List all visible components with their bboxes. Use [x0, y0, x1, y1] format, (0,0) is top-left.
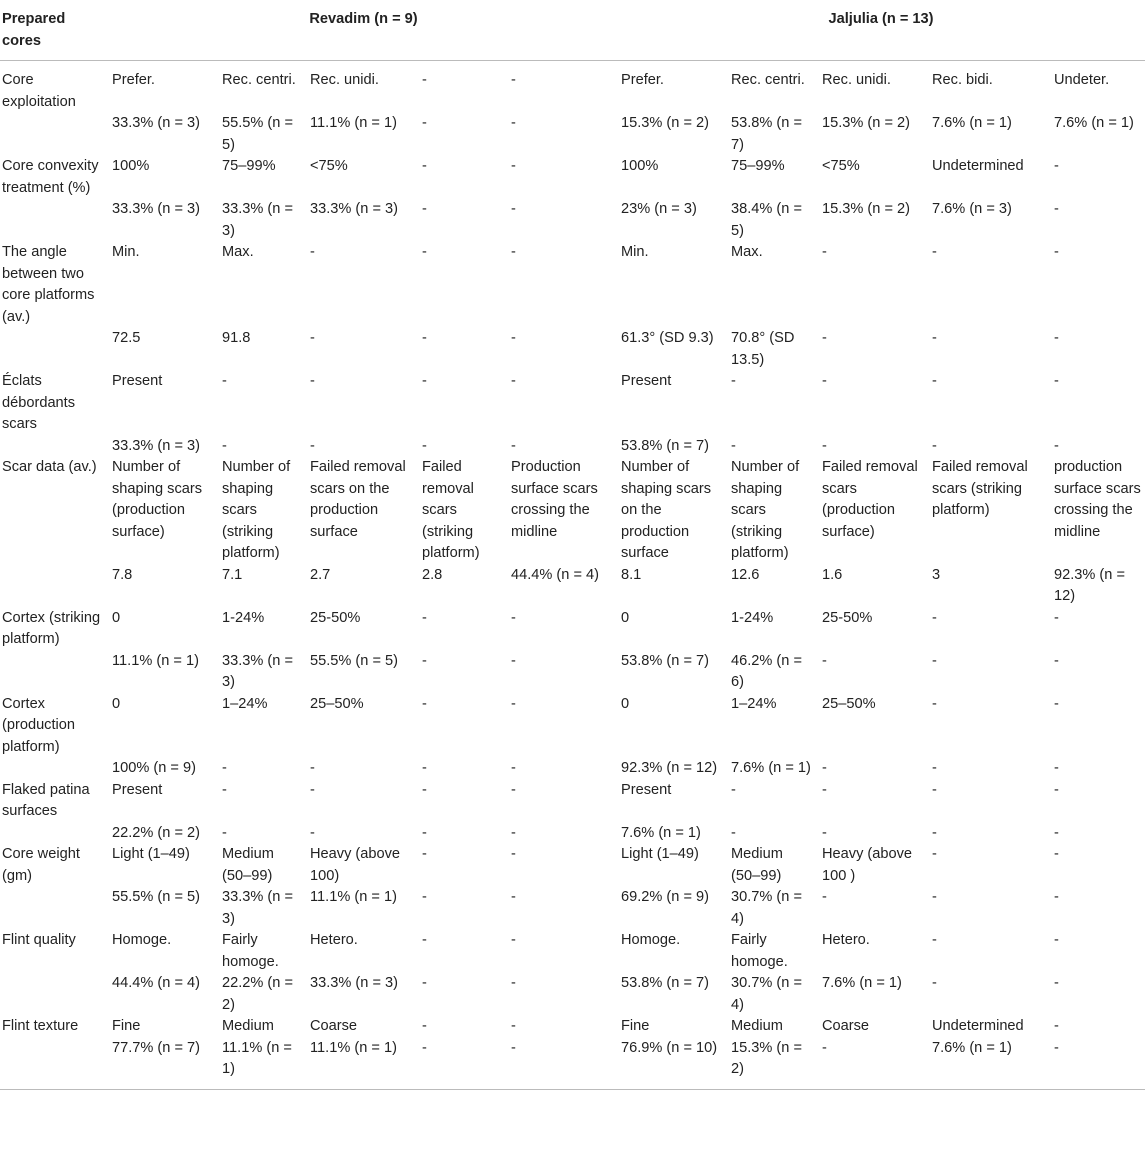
- table-cell: -: [932, 330, 937, 346]
- table-row: [0, 973, 1145, 1016]
- table-cell: 0: [621, 609, 630, 626]
- table-cell: 15.3% (n = 2): [621, 115, 710, 131]
- table-row: [0, 156, 1145, 199]
- table-cell: Number of shaping scars (striking platform): [731, 459, 800, 561]
- table-cell: -: [822, 1039, 827, 1056]
- table-cell: -: [822, 373, 827, 389]
- table-cell: Present: [112, 781, 163, 798]
- row-label: The angle between two core platforms (av.): [2, 244, 95, 325]
- table-cell: 8.1: [621, 566, 642, 583]
- table-cell: Medium: [731, 1018, 783, 1034]
- table-cell: 30.7% (n = 4): [731, 975, 802, 1013]
- header-jaljulia: [619, 0, 1145, 61]
- table-cell: 33.3% (n = 3): [310, 975, 399, 991]
- table-cell: -: [310, 373, 315, 389]
- table-cell: 76.9% (n = 10): [621, 1039, 718, 1056]
- row-label: Core weight (gm): [2, 846, 80, 884]
- table-cell: Coarse: [822, 1018, 870, 1034]
- table-cell: 1-24%: [731, 609, 774, 626]
- table-cell: Min.: [112, 244, 140, 260]
- table-cell: 7.6% (n = 1): [1054, 115, 1134, 131]
- table-row: [0, 371, 1145, 436]
- table-row: [0, 113, 1145, 156]
- table-cell: Present: [621, 373, 672, 389]
- table-cell: -: [222, 824, 227, 841]
- table-row: [0, 758, 1145, 780]
- table-cell: 53.8% (n = 7): [731, 115, 802, 153]
- table-cell: -: [310, 244, 315, 260]
- table-cell: Medium (50–99): [731, 846, 783, 884]
- table-cell: -: [422, 652, 427, 669]
- table-cell: 11.1% (n = 1): [310, 115, 397, 131]
- table-cell: 75–99%: [731, 158, 785, 174]
- table-cell: -: [1054, 932, 1059, 948]
- table-row: [0, 1038, 1145, 1090]
- table-cell: Max.: [731, 244, 763, 260]
- table-row: [0, 887, 1145, 930]
- table-cell: -: [932, 781, 937, 798]
- table-cell: Coarse: [310, 1018, 358, 1034]
- table-cell: Min.: [621, 244, 649, 260]
- table-cell: Heavy (above 100): [310, 846, 401, 884]
- table-cell: Light (1–49): [621, 846, 699, 862]
- table-cell: 15.3% (n = 2): [822, 201, 911, 217]
- table-cell: Production surface scars crossing the midline: [511, 459, 598, 540]
- table-cell: -: [1054, 824, 1059, 841]
- table-cell: 7.6% (n = 1): [731, 760, 811, 776]
- table-cell: 0: [621, 695, 630, 712]
- table-cell: Medium (50–99): [222, 846, 274, 884]
- table-cell: -: [222, 781, 227, 798]
- row-label: Cortex (production platform): [2, 695, 76, 755]
- row-label: Core convexity treatment (%): [2, 158, 99, 196]
- table-cell: -: [932, 609, 937, 626]
- table-cell: Rec. centri.: [731, 72, 805, 88]
- table-cell: -: [310, 760, 315, 776]
- table-cell: -: [511, 760, 516, 776]
- table-cell: 2.7: [310, 566, 331, 583]
- header-revadim-name: Revadim: [309, 11, 371, 27]
- table-cell: 22.2% (n = 2): [112, 824, 201, 841]
- table-cell: -: [932, 824, 937, 841]
- row-label: Éclats débordants scars: [2, 373, 76, 432]
- table-cell: 33.3% (n = 3): [222, 652, 293, 690]
- row-label: Flint quality: [2, 932, 76, 948]
- table-cell: -: [511, 1039, 516, 1056]
- table-cell: 7.6% (n = 1): [621, 824, 701, 841]
- table-cell: -: [731, 781, 736, 798]
- table-cell: -: [422, 244, 427, 260]
- table-cell: -: [511, 652, 516, 669]
- table-cell: 100%: [621, 158, 659, 174]
- table-cell: Present: [621, 781, 672, 798]
- table-cell: -: [1054, 760, 1059, 776]
- table-cell: Hetero.: [822, 932, 870, 948]
- row-label: [0, 113, 110, 156]
- table-row: [0, 780, 1145, 823]
- table-cell: -: [422, 115, 427, 131]
- table-cell: -: [310, 824, 315, 841]
- table-cell: Hetero.: [310, 932, 358, 948]
- table-cell: Failed removal scars (striking platform): [932, 459, 1028, 518]
- table-cell: -: [1054, 244, 1059, 260]
- table-cell: Failed removal scars (striking platform): [422, 459, 480, 561]
- table-cell: -: [822, 437, 827, 454]
- table-cell: -: [822, 244, 827, 260]
- table-row: [0, 608, 1145, 651]
- table-cell: 69.2% (n = 9): [621, 889, 710, 905]
- table-cell: 11.1% (n = 1): [310, 1039, 397, 1056]
- table-cell: -: [511, 72, 516, 88]
- table-body: [0, 61, 1145, 1090]
- table-cell: Heavy (above 100 ): [822, 846, 913, 884]
- table-cell: Homoge.: [112, 932, 172, 948]
- table-row: [0, 651, 1145, 694]
- row-label: [0, 973, 110, 1016]
- table-cell: -: [1054, 201, 1059, 217]
- table-cell: -: [511, 330, 516, 346]
- row-label: [0, 199, 110, 242]
- table-cell: -: [1054, 975, 1059, 991]
- table-cell: -: [511, 609, 516, 626]
- table-cell: -: [932, 760, 937, 776]
- table-row: [0, 565, 1145, 608]
- table-cell: -: [822, 824, 827, 841]
- table-cell: -: [422, 373, 427, 389]
- row-label: [0, 758, 110, 780]
- table-cell: -: [511, 201, 516, 217]
- table-cell: 7.6% (n = 3): [932, 201, 1012, 217]
- row-label: [0, 651, 110, 694]
- table-row: [0, 694, 1145, 759]
- table-cell: Prefer.: [112, 72, 155, 88]
- table-cell: 55.5% (n = 5): [112, 889, 201, 905]
- table-cell: -: [1054, 889, 1059, 905]
- table-cell: 53.8% (n = 7): [621, 437, 710, 454]
- table-cell: -: [310, 330, 315, 346]
- table-cell: -: [932, 975, 937, 991]
- table-cell: 92.3% (n = 12): [1054, 566, 1125, 604]
- table-cell: Fine: [112, 1018, 141, 1034]
- table-cell: 46.2% (n = 6): [731, 652, 802, 690]
- table-cell: -: [511, 373, 516, 389]
- table-cell: 53.8% (n = 7): [621, 652, 710, 669]
- table-cell: -: [422, 1018, 427, 1034]
- header-jaljulia-n: (n = 13): [882, 11, 934, 27]
- table-cell: -: [731, 437, 736, 454]
- row-label: [0, 565, 110, 608]
- table-cell: -: [222, 760, 227, 776]
- table-cell: -: [932, 244, 937, 260]
- table-cell: -: [422, 889, 427, 905]
- table-cell: 100%: [112, 158, 150, 174]
- table-cell: 33.3% (n = 3): [222, 201, 293, 239]
- table-cell: 3: [932, 566, 941, 583]
- table-cell: -: [932, 652, 937, 669]
- table-cell: 11.1% (n = 1): [222, 1039, 292, 1077]
- table-cell: -: [511, 846, 516, 862]
- table-row: [0, 242, 1145, 328]
- table-row: [0, 457, 1145, 565]
- table-cell: -: [822, 760, 827, 776]
- table-cell: 25–50%: [310, 695, 364, 712]
- table-cell: -: [422, 609, 427, 626]
- table-cell: 55.5% (n = 5): [310, 652, 399, 669]
- table-cell: -: [511, 824, 516, 841]
- table-cell: 61.3° (SD 9.3): [621, 330, 714, 346]
- table-cell: -: [1054, 695, 1059, 712]
- table-cell: -: [422, 846, 427, 862]
- table-cell: 22.2% (n = 2): [222, 975, 293, 1013]
- table-cell: 53.8% (n = 7): [621, 975, 710, 991]
- table-cell: 33.3% (n = 3): [112, 437, 201, 454]
- table-cell: -: [422, 781, 427, 798]
- table-cell: 2.8: [422, 566, 443, 583]
- table-cell: -: [511, 437, 516, 454]
- table-cell: 75–99%: [222, 158, 276, 174]
- table-cell: -: [511, 781, 516, 798]
- table-cell: -: [932, 889, 937, 905]
- table-cell: 0: [112, 695, 121, 712]
- row-label: Flint texture: [2, 1018, 79, 1034]
- table-cell: -: [310, 781, 315, 798]
- table-cell: 1–24%: [222, 695, 268, 712]
- table-cell: -: [511, 889, 516, 905]
- table-cell: -: [511, 244, 516, 260]
- row-label: Core exploitation: [2, 72, 76, 110]
- table-cell: production surface scars crossing the midline: [1054, 459, 1141, 540]
- table-cell: Fairly homoge.: [731, 932, 788, 970]
- table-cell: -: [422, 975, 427, 991]
- table-cell: 72.5: [112, 330, 141, 346]
- table-cell: 1–24%: [731, 695, 777, 712]
- table-cell: -: [422, 824, 427, 841]
- table-cell: Light (1–49): [112, 846, 190, 862]
- header-revadim: [110, 0, 619, 61]
- table-cell: -: [932, 437, 937, 454]
- table-cell: 11.1% (n = 1): [310, 889, 397, 905]
- table-cell: -: [1054, 609, 1059, 626]
- row-label: Cortex (striking platform): [2, 609, 101, 647]
- table-cell: -: [422, 1039, 427, 1056]
- table-cell: 7.6% (n = 1): [932, 115, 1012, 131]
- table-cell: -: [310, 437, 315, 454]
- table-cell: 7.6% (n = 1): [822, 975, 902, 991]
- table-cell: 33.3% (n = 3): [112, 201, 201, 217]
- table-cell: -: [422, 437, 427, 454]
- table-cell: -: [1054, 781, 1059, 798]
- table-cell: 25–50%: [822, 695, 876, 712]
- table-row: [0, 199, 1145, 242]
- table-cell: Present: [112, 373, 163, 389]
- table-header-row: [0, 0, 1145, 61]
- table-cell: Undetermined: [932, 1018, 1024, 1034]
- table-cell: Number of shaping scars on the production surface: [621, 459, 712, 561]
- table-cell: -: [422, 760, 427, 776]
- row-label: [0, 1038, 110, 1090]
- table-cell: -: [422, 932, 427, 948]
- table-cell: 33.3% (n = 3): [112, 115, 201, 131]
- table-cell: -: [731, 824, 736, 841]
- table-cell: -: [511, 115, 516, 131]
- table-cell: 0: [112, 609, 121, 626]
- table-cell: 23% (n = 3): [621, 201, 697, 217]
- table-cell: Rec. bidi.: [932, 72, 993, 88]
- table-cell: -: [932, 373, 937, 389]
- table-cell: -: [511, 695, 516, 712]
- table-cell: -: [422, 201, 427, 217]
- table-cell: Failed removal scars (production surface): [822, 459, 918, 540]
- table-cell: Undetermined: [932, 158, 1024, 174]
- table-cell: Prefer.: [621, 72, 664, 88]
- table-cell: -: [1054, 158, 1059, 174]
- table-cell: -: [1054, 330, 1059, 346]
- table-cell: 11.1% (n = 1): [112, 652, 199, 669]
- table-cell: Fairly homoge.: [222, 932, 279, 970]
- row-label: Scar data (av.): [2, 459, 97, 475]
- table-cell: -: [822, 781, 827, 798]
- header-jaljulia-name: Jaljulia: [828, 11, 878, 27]
- table-cell: 1.6: [822, 566, 843, 583]
- table-cell: -: [932, 932, 937, 948]
- table-cell: 1-24%: [222, 609, 265, 626]
- table-cell: 12.6: [731, 566, 760, 583]
- table-cell: -: [422, 695, 427, 712]
- table-cell: -: [932, 695, 937, 712]
- table-cell: -: [511, 1018, 516, 1034]
- table-cell: 38.4% (n = 5): [731, 201, 802, 239]
- table-cell: -: [511, 975, 516, 991]
- table-cell: -: [822, 330, 827, 346]
- table-cell: -: [1054, 846, 1059, 862]
- table-cell: -: [422, 330, 427, 346]
- table-cell: -: [511, 932, 516, 948]
- table-row: [0, 1016, 1145, 1038]
- table-cell: 15.3% (n = 2): [731, 1039, 802, 1077]
- table-cell: -: [1054, 1018, 1059, 1034]
- table-row: [0, 823, 1145, 845]
- table-cell: Homoge.: [621, 932, 681, 948]
- table-cell: -: [511, 158, 516, 174]
- table-row: [0, 930, 1145, 973]
- table-cell: 70.8° (SD 13.5): [731, 330, 795, 368]
- table-cell: 33.3% (n = 3): [310, 201, 399, 217]
- table-row: [0, 844, 1145, 887]
- table-cell: 55.5% (n = 5): [222, 115, 293, 153]
- table-cell: -: [422, 72, 427, 88]
- table-cell: <75%: [822, 158, 860, 174]
- header-prepared-cores: Prepared cores: [0, 0, 110, 61]
- table-cell: Max.: [222, 244, 254, 260]
- table-row: [0, 436, 1145, 458]
- table-row: [0, 61, 1145, 114]
- table-cell: 25-50%: [310, 609, 361, 626]
- table-cell: Failed removal scars on the production surface: [310, 459, 406, 540]
- table-cell: 44.4% (n = 4): [511, 566, 600, 583]
- table-cell: 100% (n = 9): [112, 760, 196, 776]
- table-cell: -: [932, 846, 937, 862]
- table-cell: -: [222, 373, 227, 389]
- row-label: [0, 887, 110, 930]
- row-label: [0, 823, 110, 845]
- table-cell: Rec. unidi.: [822, 72, 891, 88]
- table-cell: Number of shaping scars (striking platform): [222, 459, 291, 561]
- table-cell: Number of shaping scars (production surface): [112, 459, 203, 540]
- table-cell: 77.7% (n = 7): [112, 1039, 201, 1056]
- table-cell: -: [731, 373, 736, 389]
- table-row: [0, 328, 1145, 371]
- row-label: Flaked patina surfaces: [2, 781, 90, 819]
- row-label: [0, 436, 110, 458]
- table-cell: Medium: [222, 1018, 274, 1034]
- table-cell: -: [1054, 1039, 1059, 1056]
- table-cell: Rec. centri.: [222, 72, 296, 88]
- table-cell: 15.3% (n = 2): [822, 115, 911, 131]
- table-cell: 7.8: [112, 566, 133, 583]
- table-cell: 92.3% (n = 12): [621, 760, 718, 776]
- table-cell: Undeter.: [1054, 72, 1110, 88]
- table-cell: -: [222, 437, 227, 454]
- table-cell: 7.6% (n = 1): [932, 1039, 1012, 1056]
- header-revadim-n: (n = 9): [374, 11, 418, 27]
- table-cell: -: [1054, 373, 1059, 389]
- table-cell: -: [1054, 652, 1059, 669]
- table-cell: <75%: [310, 158, 348, 174]
- table-cell: 33.3% (n = 3): [222, 889, 293, 927]
- table-cell: 25-50%: [822, 609, 873, 626]
- table-cell: -: [1054, 437, 1059, 454]
- table-cell: Fine: [621, 1018, 650, 1034]
- table-cell: -: [822, 652, 827, 669]
- table-cell: 30.7% (n = 4): [731, 889, 802, 927]
- row-label: [0, 328, 110, 371]
- table-cell: -: [822, 889, 827, 905]
- table-cell: 7.1: [222, 566, 243, 583]
- table-cell: 91.8: [222, 330, 251, 346]
- table-cell: Rec. unidi.: [310, 72, 379, 88]
- table-cell: 44.4% (n = 4): [112, 975, 201, 991]
- table-cell: -: [422, 158, 427, 174]
